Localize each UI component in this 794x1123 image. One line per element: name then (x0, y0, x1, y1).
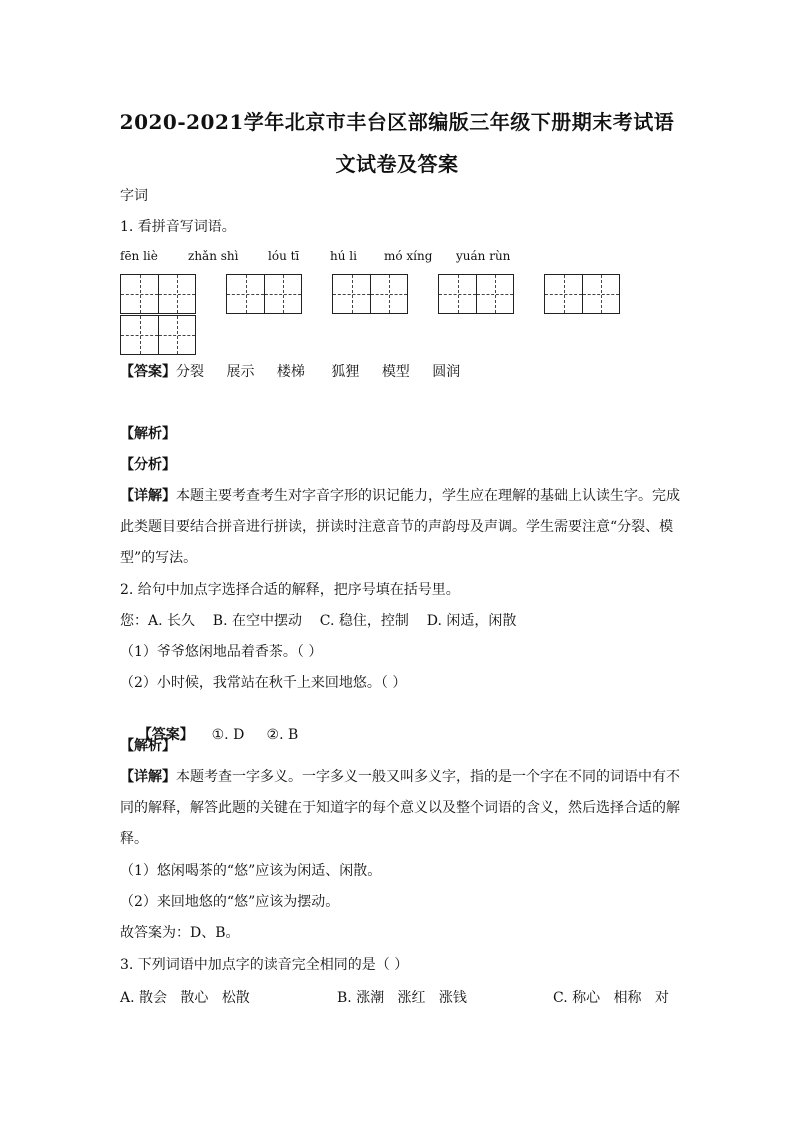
q2-answer (120, 705, 298, 765)
detail-text: 本题主要考查考生对字音字形的识记能力，学生应在理解的基础上认读生字。完成 (176, 488, 680, 504)
answer-word-6: 圆润 (432, 364, 461, 380)
answer-word-5: 模型 (381, 364, 410, 380)
writing-grid-1[interactable] (120, 274, 196, 314)
writing-grid-3[interactable] (332, 274, 408, 314)
q1-stem: 1. 看拼音写词语。 (120, 219, 236, 235)
q2-jiexi-tag: 【解析】 (120, 738, 176, 754)
q2-sub2: （2）小时候，我常站在秋千上来回地悠。（ ） (120, 675, 407, 691)
doc-title-line1: 2020-2021学年北京市丰台区部编版三年级下册期末考试语 (119, 110, 675, 134)
q1-answer (120, 362, 460, 382)
writing-grid-4[interactable] (438, 274, 514, 314)
q2-explain2: （2）来回地悠的“悠”应该为摆动。 (120, 894, 340, 910)
answer-word-4: 狐狸 (331, 364, 360, 380)
q2-stem: 2. 给句中加点字选择合适的解释，把序号填在括号里。 (120, 582, 460, 598)
q2-detail-line2: 同的解释，解答此题的关键在于知道字的每个意义以及整个词语的含义，然后选择合适的解 (120, 800, 680, 816)
writing-grid-5[interactable] (544, 274, 620, 314)
section-label: 字词 (120, 188, 148, 204)
answer-tag: 【答案】 (137, 727, 194, 743)
writing-grid-6[interactable] (120, 315, 196, 355)
detail-text: 本题考查一字多义。一字多义一般又叫多义字，指的是一个字在不同的词语中有不 (176, 769, 680, 785)
q1-detail-line2: 此类题目要结合拼音进行拼读，拼读时注意音节的声韵母及声调。学生需要注意“分裂、模 (120, 519, 674, 535)
pinyin-3: lóu tī (268, 249, 300, 263)
q2-detail-line3: 释。 (120, 831, 148, 847)
detail-tag: 【详解】 (120, 488, 176, 504)
q2-explain1: （1）悠闲喝茶的“悠”应该为闲适、闲散。 (120, 863, 382, 879)
q1-jiexi-tag: 【解析】 (120, 426, 176, 442)
q1-detail-line3: 型”的写法。 (120, 550, 198, 566)
detail-tag: 【详解】 (120, 769, 176, 785)
q2-detail-line1 (120, 767, 680, 787)
answer-word-2: 展示 (226, 364, 255, 380)
answer-word-1: 分裂 (176, 364, 204, 380)
pinyin-5: mó xíng (384, 249, 433, 263)
q2-options: 您：A. 长久 B. 在空中摆动 C. 稳住，控制 D. 闲适，闲散 (120, 613, 517, 629)
answer-text: ①. D ②. B (193, 727, 299, 743)
q1-detail-line1 (120, 486, 680, 506)
q3-option-c: C. 称心 相称 对 (553, 990, 669, 1006)
q3-option-a: A. 散会 散心 松散 (120, 990, 250, 1006)
q3-option-b: B. 涨潮 涨红 涨钱 (337, 990, 467, 1006)
pinyin-6: yuán rùn (456, 249, 511, 263)
answer-tag: 【答案】 (120, 364, 176, 380)
q3-stem: 3. 下列词语中加点字的读音完全相同的是（ ） (120, 957, 409, 973)
answer-word-3: 楼梯 (276, 364, 305, 380)
q1-fenxi-tag: 【分析】 (120, 457, 176, 473)
writing-grid-2[interactable] (226, 274, 302, 314)
pinyin-1: fēn liè (120, 249, 158, 263)
pinyin-2: zhǎn shì (188, 249, 239, 263)
q2-sub1: （1）爷爷悠闲地品着香茶。（ ） (120, 644, 323, 660)
q2-conclusion: 故答案为：D、B。 (120, 925, 240, 941)
pinyin-4: hú li (330, 249, 357, 263)
doc-title-line2: 文试卷及答案 (335, 152, 459, 176)
